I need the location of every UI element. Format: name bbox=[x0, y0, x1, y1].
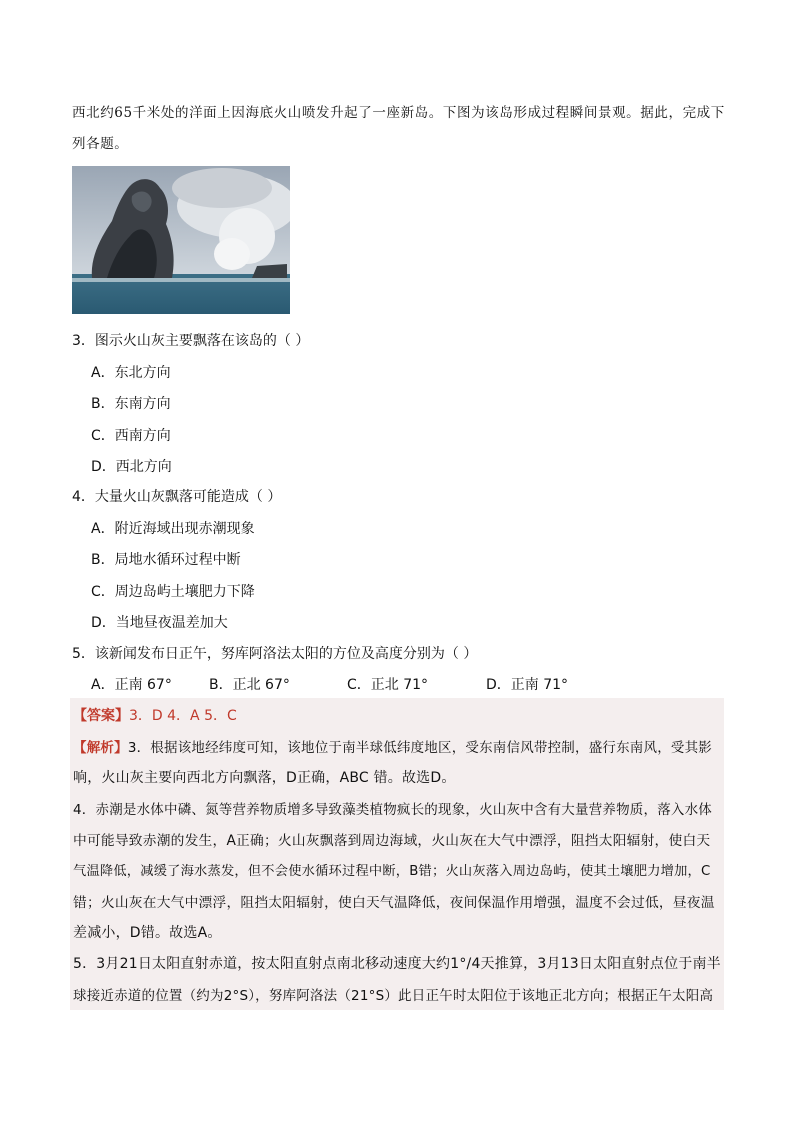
question-3-stem: 3．图示火山灰主要飘落在该岛的（ ） bbox=[72, 333, 310, 349]
question-3-option-c: C．西南方向 bbox=[91, 428, 171, 444]
analysis-line-3: 4．赤潮是水体中磷、氮等营养物质增多导致藻类植物疯长的现象，火山灰中含有大量营养物质，落入水体 bbox=[73, 802, 712, 818]
analysis-line-5: 气温降低，减缓了海水蒸发，但不会使水循环过程中断，B错；火山灰落入周边岛屿，使其土壤肥力增加，C bbox=[73, 864, 711, 879]
question-3-option-d: D．西北方向 bbox=[91, 459, 172, 475]
question-4-option-b: B．局地水循环过程中断 bbox=[91, 552, 241, 568]
volcano-eruption-photo bbox=[72, 166, 290, 314]
answer-analysis-block bbox=[70, 698, 724, 1010]
question-5-option-c: C．正北 71° bbox=[347, 677, 429, 693]
question-5-option-d: D．正南 71° bbox=[486, 677, 569, 693]
analysis-line-9: 球接近赤道的位置（约为2°S），努库阿洛法（21°S）此日正午时太阳位于该地正北方向；根据正午太阳高 bbox=[73, 988, 714, 1004]
answer-tag: 【答案】 bbox=[73, 708, 129, 724]
analysis-tag: 【解析】 bbox=[73, 740, 128, 756]
question-5-options bbox=[91, 674, 691, 694]
answer-text: 3．D 4．A 5．C bbox=[129, 708, 237, 724]
analysis-line-2: 响，火山灰主要向西北方向飘落，D正确，ABC 错。故选D。 bbox=[73, 770, 456, 786]
intro-line-2: 列各题。 bbox=[72, 136, 129, 152]
analysis-line-4: 中可能导致赤潮的发生，A正确；火山灰飘落到周边海域，火山灰在大气中漂浮，阻挡太阳辐射，使白天 bbox=[73, 833, 711, 849]
analysis-line-6: 错；火山灰在大气中漂浮，阻挡太阳辐射，使白天气温降低，夜间保温作用增强，温度不会过低，昼夜温 bbox=[73, 895, 715, 911]
analysis-line-8: 5．3月21日太阳直射赤道，按太阳直射点南北移动速度大约1°/4天推算，3月13日太阳直射点位于南半 bbox=[73, 956, 721, 972]
question-5-option-a: A．正南 67° bbox=[91, 677, 172, 693]
question-3-option-b: B．东南方向 bbox=[91, 396, 171, 412]
question-5-stem: 5．该新闻发布日正午，努库阿洛法太阳的方位及高度分别为（ ） bbox=[72, 646, 478, 662]
analysis-line-1 bbox=[73, 736, 712, 756]
question-4-option-a: A．附近海域出现赤潮现象 bbox=[91, 521, 255, 537]
question-4-option-d: D．当地昼夜温差加大 bbox=[91, 615, 228, 631]
intro-line-1: 西北约65千米处的洋面上因海底火山喷发升起了一座新岛。下图为该岛形成过程瞬间景观。据此，完成下 bbox=[72, 105, 725, 121]
answer-line bbox=[73, 705, 237, 725]
analysis-text-1: 3．根据该地经纬度可知，该地位于南半球低纬度地区，受东南信风带控制，盛行东南风，受其影 bbox=[127, 740, 713, 756]
question-5-option-b: B．正北 67° bbox=[209, 677, 290, 693]
question-4-option-c: C．周边岛屿土壤肥力下降 bbox=[91, 584, 255, 600]
question-3-option-a: A．东北方向 bbox=[91, 365, 171, 381]
intro-paragraph bbox=[72, 98, 732, 160]
question-4-stem: 4．大量火山灰飘落可能造成（ ） bbox=[72, 489, 282, 505]
analysis-line-7: 差减小，D错。故选A。 bbox=[73, 925, 222, 941]
